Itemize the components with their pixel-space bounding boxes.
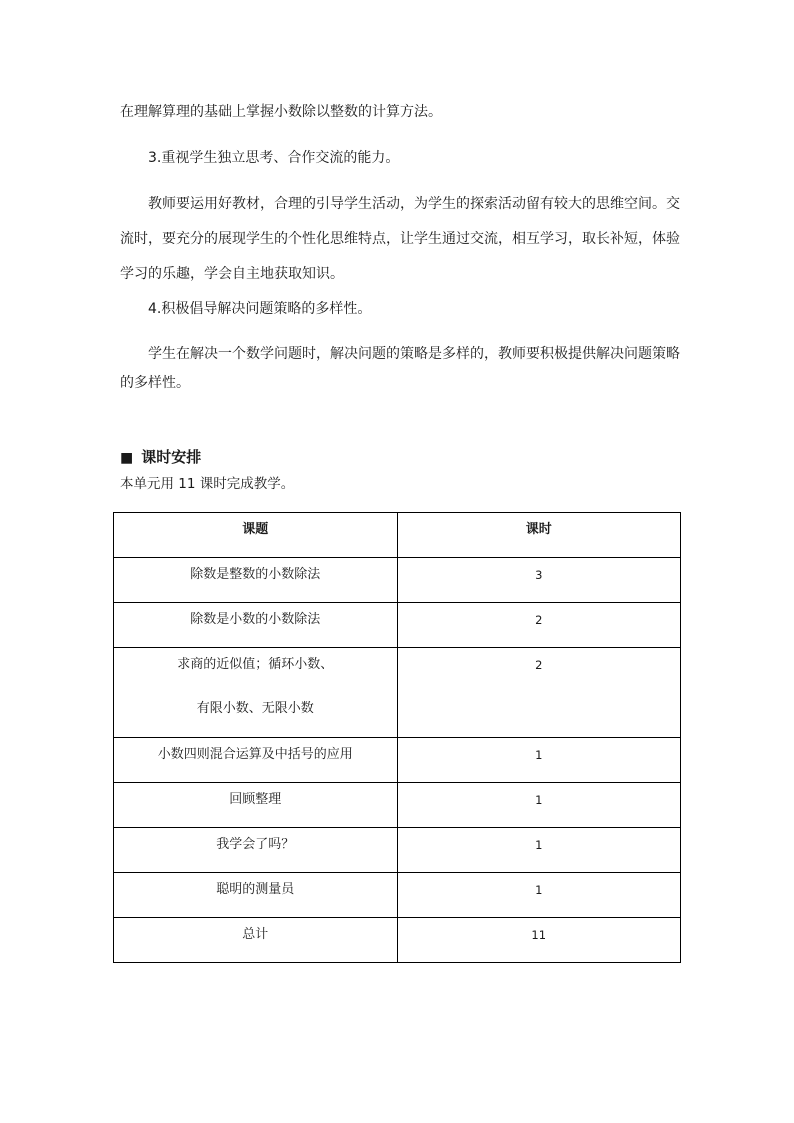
topic-cell: 小数四则混合运算及中括号的应用 — [114, 738, 398, 783]
topic-cell: 除数是整数的小数除法 — [114, 558, 398, 603]
topic-cell: 总计 — [114, 918, 398, 963]
header-cell-topic: 课题 — [114, 513, 398, 558]
hours-cell: 2 — [397, 648, 681, 738]
paragraph-point-3: 3.重视学生独立思考、合作交流的能力。 — [148, 150, 400, 166]
hours-cell: 1 — [397, 828, 681, 873]
section-heading — [120, 444, 201, 471]
table-row — [114, 873, 681, 918]
topic-cell — [114, 648, 398, 738]
topic-cell: 聪明的测量员 — [114, 873, 398, 918]
paragraph-problem-strategies: 学生在解决一个数学问题时，解决问题的策略是多样的，教师要积极提供解决问题策略的多样性。 — [120, 346, 680, 391]
table-row — [114, 783, 681, 828]
hours-cell: 1 — [397, 783, 681, 828]
header-cell-hours: 课时 — [397, 513, 681, 558]
hours-cell: 1 — [397, 873, 681, 918]
table-row — [114, 603, 681, 648]
topic-cell: 回顾整理 — [114, 783, 398, 828]
schedule-table — [113, 512, 681, 963]
hours-cell: 11 — [397, 918, 681, 963]
topic-line-1: 求商的近似值；循环小数、 — [177, 657, 334, 672]
hours-cell: 1 — [397, 738, 681, 783]
topic-cell: 除数是小数的小数除法 — [114, 603, 398, 648]
section-title: 课时安排 — [141, 448, 202, 466]
paragraph-point-4: 4.积极倡导解决问题策略的多样性。 — [148, 301, 372, 317]
table-header-row — [114, 513, 681, 558]
square-bullet-icon: ■ — [120, 450, 134, 466]
table-row — [114, 828, 681, 873]
paragraph-teacher-guidance: 教师要运用好教材，合理的引导学生活动，为学生的探索活动留有较大的思维空间。交流时，要充分的展现学生的个性化思维特点，让学生通过交流，相互学习，取长补短，体验学习的乐趣，学会自主地获取知识。 — [120, 196, 680, 282]
topic-line-2: 有限小数、无限小数 — [196, 701, 314, 716]
table-row — [114, 648, 681, 738]
hours-cell: 3 — [397, 558, 681, 603]
table-total-row — [114, 918, 681, 963]
section-intro: 本单元用 11 课时完成教学。 — [120, 476, 295, 492]
table-row — [114, 558, 681, 603]
hours-cell: 2 — [397, 603, 681, 648]
paragraph-calculation-method: 在理解算理的基础上掌握小数除以整数的计算方法。 — [120, 104, 442, 120]
table-row — [114, 738, 681, 783]
topic-cell: 我学会了吗？ — [114, 828, 398, 873]
